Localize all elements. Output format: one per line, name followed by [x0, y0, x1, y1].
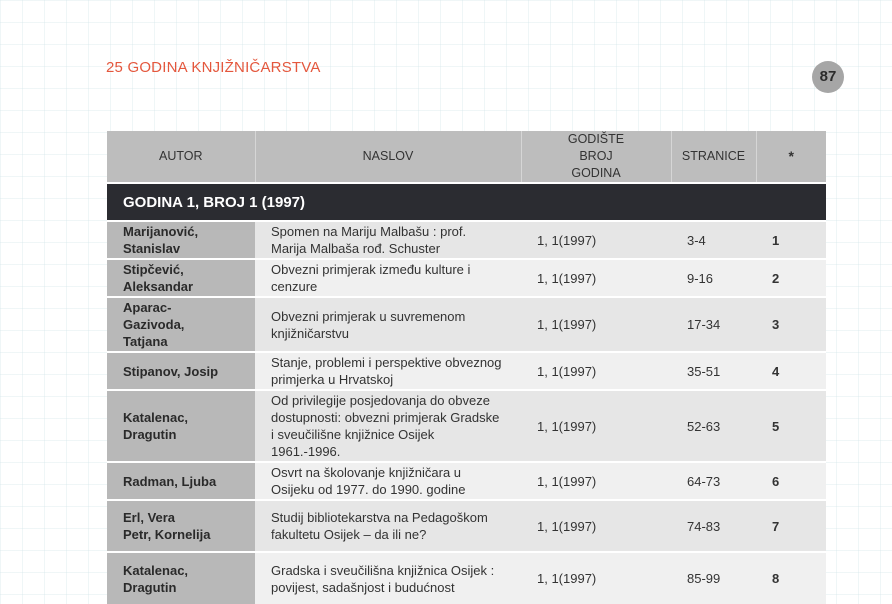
number-cell: 3 [756, 297, 826, 352]
pages-cell: 64-73 [671, 462, 756, 500]
pages-cell: 52-63 [671, 390, 756, 462]
title-cell: Spomen na Mariju Malbašu : prof. Marija Malbaša rođ. Schuster [255, 221, 521, 259]
column-header-title: NASLOV [255, 131, 521, 183]
issue-cell: 1, 1(1997) [521, 552, 671, 604]
number-cell: 5 [756, 390, 826, 462]
column-header-issue [521, 131, 671, 183]
column-header-issue-year: GODINA [571, 166, 621, 180]
title-cell: Od privilegije posjedovanja do obveze dostupnosti: obvezni primjerak Gradske i sveučilišne knjižnice Osijek 1961.-1996. [255, 390, 521, 462]
author-cell: Stipčević, Aleksandar [107, 259, 255, 297]
number-cell: 6 [756, 462, 826, 500]
title-cell: Obvezni primjerak između kulture i cenzure [255, 259, 521, 297]
section-title: GODINA 1, BROJ 1 (1997) [107, 183, 826, 221]
author-cell: Katalenac, Dragutin [107, 390, 255, 462]
table-row [107, 352, 826, 390]
title-cell: Studij bibliotekarstva na Pedagoškom fakultetu Osijek – da ili ne? [255, 500, 521, 552]
running-title: 25 GODINA KNJIŽNIČARSTVA [106, 59, 321, 76]
number-cell: 4 [756, 352, 826, 390]
column-header-number: * [756, 131, 826, 183]
issue-cell: 1, 1(1997) [521, 390, 671, 462]
issue-cell: 1, 1(1997) [521, 297, 671, 352]
issue-cell: 1, 1(1997) [521, 221, 671, 259]
column-header-issue-volume: GODIŠTE [567, 132, 625, 146]
table-row [107, 552, 826, 604]
pages-cell: 85-99 [671, 552, 756, 604]
page-number-badge: 87 [812, 61, 844, 93]
table-row [107, 221, 826, 259]
column-header-author: AUTOR [107, 131, 255, 183]
title-cell: Stanje, problemi i perspektive obveznog primjerka u Hrvatskoj [255, 352, 521, 390]
author-cell: Aparac- Gazivoda, Tatjana [107, 297, 255, 352]
author-cell: Marijanović, Stanislav [107, 221, 255, 259]
issue-cell: 1, 1(1997) [521, 462, 671, 500]
table-row [107, 390, 826, 462]
title-cell: Obvezni primjerak u suvremenom knjižničarstvu [255, 297, 521, 352]
pages-cell: 17-34 [671, 297, 756, 352]
pages-cell: 3-4 [671, 221, 756, 259]
column-header-issue-number: BROJ [579, 149, 613, 163]
issue-cell: 1, 1(1997) [521, 500, 671, 552]
table-row [107, 259, 826, 297]
table-row [107, 462, 826, 500]
table-row [107, 297, 826, 352]
author-cell: Erl, Vera Petr, Kornelija [107, 500, 255, 552]
number-cell: 7 [756, 500, 826, 552]
issue-cell: 1, 1(1997) [521, 352, 671, 390]
pages-cell: 35-51 [671, 352, 756, 390]
author-cell: Katalenac, Dragutin [107, 552, 255, 604]
column-header-pages: STRANICE [671, 131, 756, 183]
number-cell: 1 [756, 221, 826, 259]
author-cell: Stipanov, Josip [107, 352, 255, 390]
section-header-row [107, 183, 826, 221]
title-cell: Gradska i sveučilišna knjižnica Osijek : povijest, sadašnjost i budućnost [255, 552, 521, 604]
pages-cell: 74-83 [671, 500, 756, 552]
bibliography-table [107, 131, 826, 604]
pages-cell: 9-16 [671, 259, 756, 297]
number-cell: 2 [756, 259, 826, 297]
number-cell: 8 [756, 552, 826, 604]
table-header-row [107, 131, 826, 183]
author-cell: Radman, Ljuba [107, 462, 255, 500]
title-cell: Osvrt na školovanje knjižničara u Osijeku od 1977. do 1990. godine [255, 462, 521, 500]
table-row [107, 500, 826, 552]
issue-cell: 1, 1(1997) [521, 259, 671, 297]
